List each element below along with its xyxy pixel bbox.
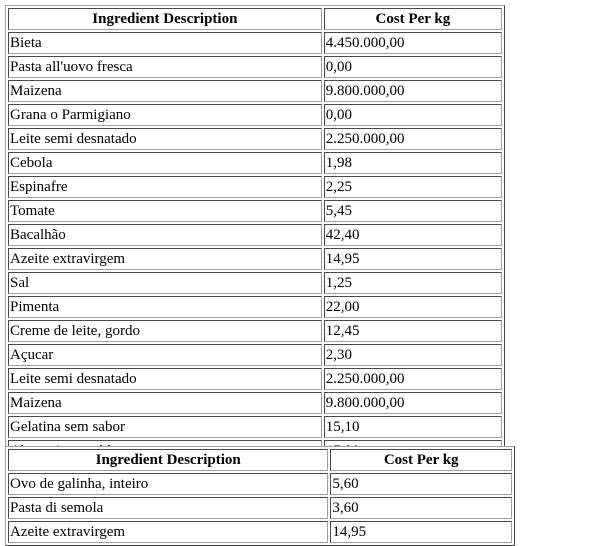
table-row bbox=[8, 104, 502, 126]
ingredient-description-cell: Bieta bbox=[8, 32, 322, 54]
cost-per-kg-cell: 9.800.000,00 bbox=[324, 392, 502, 414]
ingredient-description-cell: Sal bbox=[8, 272, 322, 294]
table-row bbox=[8, 272, 502, 294]
table-row bbox=[8, 176, 502, 198]
ingredient-description-header: Ingredient Description bbox=[8, 449, 328, 471]
table-row bbox=[8, 344, 502, 366]
cost-per-kg-cell: 0,00 bbox=[324, 104, 502, 126]
table-row bbox=[8, 248, 502, 270]
table-row bbox=[8, 152, 502, 174]
cost-per-kg-cell: 2,25 bbox=[324, 176, 502, 198]
table-row bbox=[8, 200, 502, 222]
cost-per-kg-cell: 0,00 bbox=[324, 56, 502, 78]
table-row bbox=[8, 521, 512, 543]
ingredient-description-header: Ingredient Description bbox=[8, 8, 322, 30]
ingredient-description-cell: Açucar bbox=[8, 344, 322, 366]
cost-per-kg-cell: 1,98 bbox=[324, 152, 502, 174]
ingredient-description-cell: Leite semi desnatado bbox=[8, 368, 322, 390]
ingredient-description-cell: Pimenta bbox=[8, 296, 322, 318]
table-header-row bbox=[8, 8, 502, 30]
ingredient-description-cell: Grana o Parmigiano bbox=[8, 104, 322, 126]
table-row bbox=[8, 497, 512, 519]
cost-per-kg-cell: 22,00 bbox=[324, 296, 502, 318]
cost-per-kg-cell: 9.800.000,00 bbox=[324, 80, 502, 102]
ingredient-description-cell: Creme de leite, gordo bbox=[8, 320, 322, 342]
table-row bbox=[8, 416, 502, 438]
table-row bbox=[8, 56, 502, 78]
cost-per-kg-cell: 14,95 bbox=[324, 248, 502, 270]
table-row bbox=[8, 32, 502, 54]
ingredient-description-cell: Tomate bbox=[8, 200, 322, 222]
table-row bbox=[8, 473, 512, 495]
ingredient-description-cell: Azeite extravirgem bbox=[8, 248, 322, 270]
ingredient-description-cell: Azeite extravirgem bbox=[8, 521, 328, 543]
cost-per-kg-cell: 2.250.000,00 bbox=[324, 128, 502, 150]
ingredient-description-cell: Pasta di semola bbox=[8, 497, 328, 519]
ingredient-description-cell: Maizena bbox=[8, 392, 322, 414]
cost-per-kg-cell: 5,60 bbox=[330, 473, 512, 495]
ingredient-description-cell: Pasta all'uovo fresca bbox=[8, 56, 322, 78]
table-row bbox=[8, 224, 502, 246]
table-row bbox=[8, 392, 502, 414]
ingredient-description-cell: Espinafre bbox=[8, 176, 322, 198]
cost-per-kg-cell: 2.250.000,00 bbox=[324, 368, 502, 390]
cost-per-kg-header: Cost Per kg bbox=[324, 8, 502, 30]
cost-per-kg-header: Cost Per kg bbox=[330, 449, 512, 471]
ingredient-description-cell: Bacalhão bbox=[8, 224, 322, 246]
ingredient-description-cell: Gelatina sem sabor bbox=[8, 416, 322, 438]
cost-per-kg-cell: 14,95 bbox=[330, 521, 512, 543]
ingredient-cost-table-1 bbox=[5, 5, 505, 465]
ingredient-description-cell: Leite semi desnatado bbox=[8, 128, 322, 150]
table-row bbox=[8, 296, 502, 318]
ingredient-description-cell: Cebola bbox=[8, 152, 322, 174]
table-header-row bbox=[8, 449, 512, 471]
cost-per-kg-cell: 4.450.000,00 bbox=[324, 32, 502, 54]
cost-per-kg-cell: 15,10 bbox=[324, 416, 502, 438]
cost-per-kg-cell: 2,30 bbox=[324, 344, 502, 366]
cost-per-kg-cell: 12,45 bbox=[324, 320, 502, 342]
ingredient-description-cell: Ovo de galinha, inteiro bbox=[8, 473, 328, 495]
cost-per-kg-cell: 3,60 bbox=[330, 497, 512, 519]
ingredient-cost-table-2 bbox=[5, 446, 515, 546]
cost-per-kg-cell: 5,45 bbox=[324, 200, 502, 222]
cost-per-kg-cell: 42,40 bbox=[324, 224, 502, 246]
ingredient-description-cell: Maizena bbox=[8, 80, 322, 102]
table-row bbox=[8, 128, 502, 150]
table-row bbox=[8, 320, 502, 342]
table-row bbox=[8, 368, 502, 390]
cost-per-kg-cell: 1,25 bbox=[324, 272, 502, 294]
table-row bbox=[8, 80, 502, 102]
